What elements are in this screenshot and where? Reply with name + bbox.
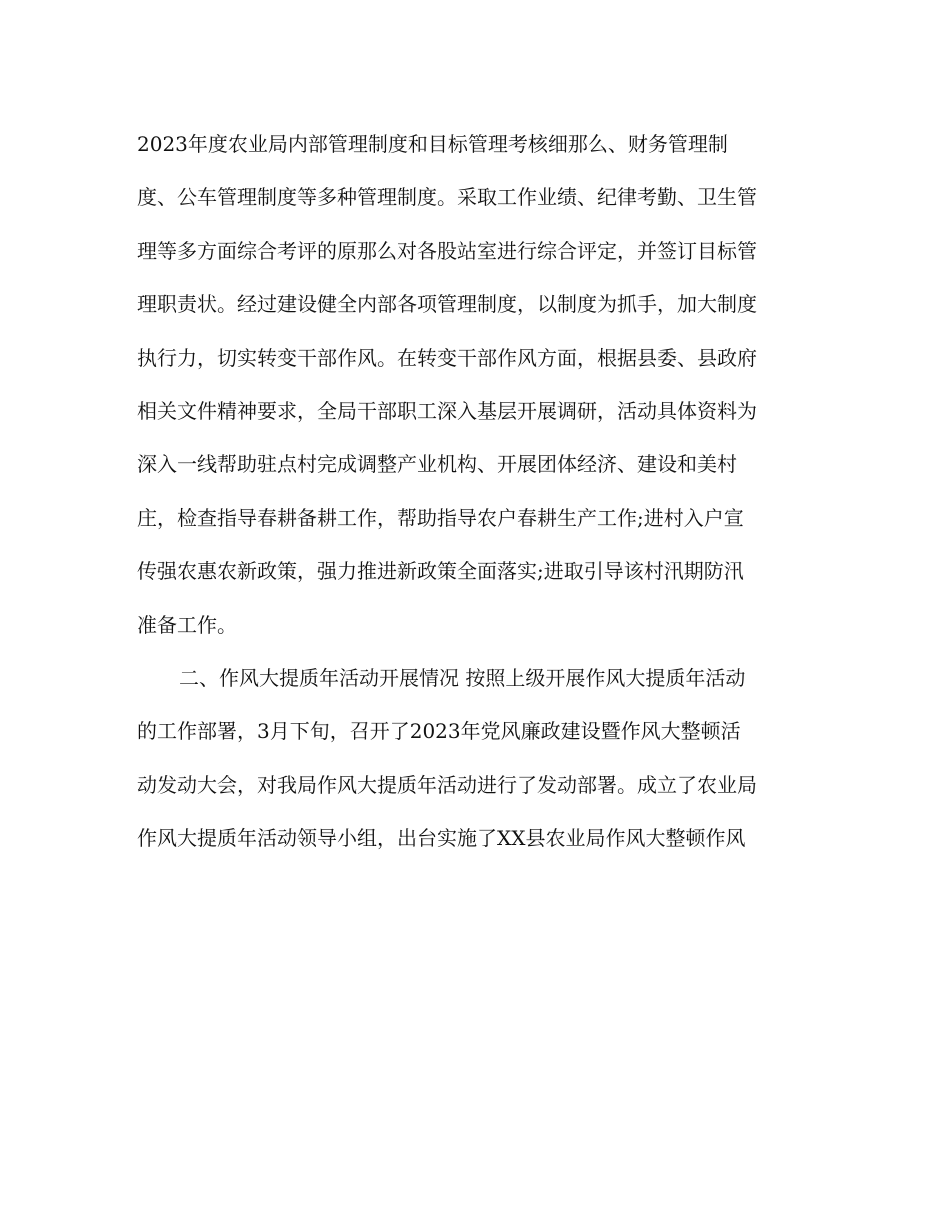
- text-line-2: 度、公车管理制度等多种管理制度。采取工作业绩、纪律考勤、卫生管: [137, 185, 757, 210]
- text-line-9: 传强农惠农新政策，强力推进新政策全面落实;进取引导该村汛期防汛: [137, 559, 744, 584]
- text-line-6: 相关文件精神要求，全局干部职工深入基层开展调研，活动具体资料为: [137, 398, 757, 423]
- text-line-3: 理等多方面综合考评的原那么对各股站室进行综合评定，并签订目标管: [137, 238, 757, 263]
- text-line-7: 深入一线帮助驻点村完成调整产业机构、开展团体经济、建设和美村: [137, 452, 737, 477]
- text-line-14: 作风大提质年活动领导小组，出台实施了XX县农业局作风大整顿作风: [137, 826, 746, 851]
- text-line-10: 准备工作。: [137, 612, 237, 637]
- text-line-12: 的工作部署，3月下旬，召开了2023年党风廉政建设暨作风大整顿活: [137, 719, 741, 744]
- text-line-13: 动发动大会，对我局作风大提质年活动进行了发动部署。成立了农业局: [137, 772, 757, 797]
- section-heading-line: 二、作风大提质年活动开展情况 按照上级开展作风大提质年活动: [179, 665, 746, 690]
- document-body: [137, 122, 827, 869]
- text-line-1: 2023年度农业局内部管理制度和目标管理考核细那么、财务管理制: [137, 132, 728, 156]
- text-line-8: 庄，检查指导春耕备耕工作，帮助指导农户春耕生产工作;进村入户宣: [137, 505, 744, 530]
- text-line-5: 执行力，切实转变干部作风。在转变干部作风方面，根据县委、县政府: [137, 345, 757, 370]
- text-line-4: 理职责状。经过建设健全内部各项管理制度，以制度为抓手，加大制度: [137, 292, 757, 317]
